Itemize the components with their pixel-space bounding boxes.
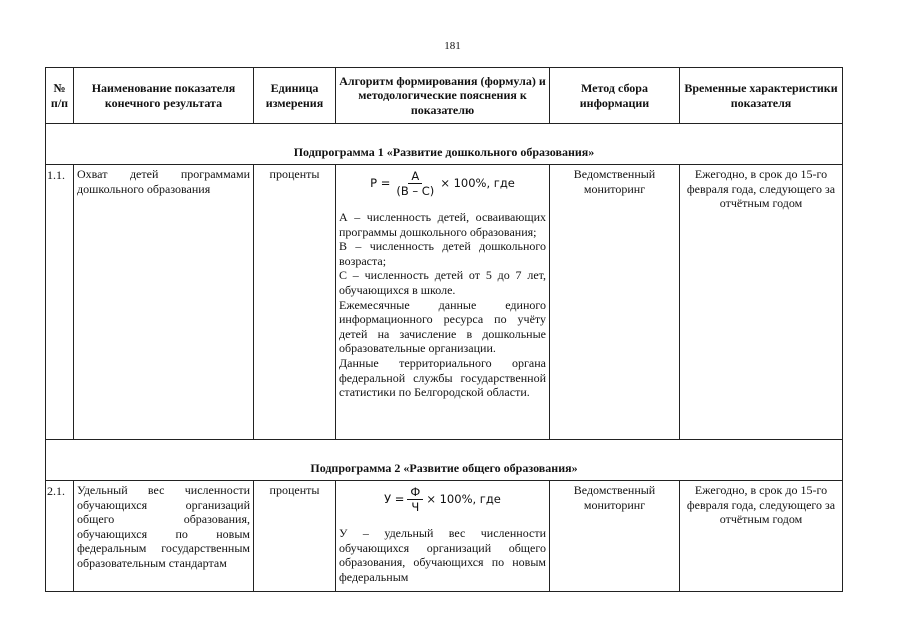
column-header-name: Наименование показателя конечного результата <box>74 68 254 124</box>
methodology-notes <box>339 526 546 584</box>
indicators-table <box>45 67 843 592</box>
column-header-method: Метод сбора информации <box>550 68 680 124</box>
column-header-unit: Единица измерения <box>254 68 336 124</box>
formula-numerator: А <box>408 169 422 184</box>
formula-fraction <box>393 169 437 198</box>
section-row <box>46 124 843 165</box>
section-title: Подпрограмма 2 «Развитие общего образования» <box>46 440 843 481</box>
table-row <box>46 165 843 440</box>
formula-denominator: (В – С) <box>396 184 435 198</box>
indicator-name: Охват детей программами дошкольного образования <box>74 165 254 440</box>
column-header-timing: Временные характеристики показателя <box>680 68 843 124</box>
table-row <box>46 481 843 592</box>
method-cell: Ведомственный мониторинг <box>550 481 680 592</box>
unit-cell: проценты <box>254 481 336 592</box>
algorithm-cell <box>336 165 550 440</box>
section-title: Подпрограмма 1 «Развитие дошкольного образования» <box>46 124 843 165</box>
column-header-algorithm: Алгоритм формирования (формула) и методологические пояснения к показателю <box>336 68 550 124</box>
table-header-row <box>46 68 843 124</box>
note-paragraph: Ежемесячные данные единого информационного ресурса по учёту детей на зачисление в дошкольные образовательные организации. <box>339 297 546 356</box>
formula <box>339 169 546 198</box>
formula-rhs: × 100%, где <box>426 492 501 507</box>
indicator-name: Удельный вес численности обучающихся организаций общего образования, обучающихся по новым федеральным государственным образовательным стандартам <box>74 481 254 592</box>
note-paragraph: Данные территориального органа федеральной службы государственной статистики по Белгородской области. <box>339 355 546 400</box>
algorithm-cell <box>336 481 550 592</box>
unit-cell: проценты <box>254 165 336 440</box>
formula-rhs: × 100%, где <box>440 176 515 191</box>
note-paragraph: А – численность детей, осваивающих программы дошкольного образования; <box>339 210 546 239</box>
note-paragraph: С – численность детей от 5 до 7 лет, обучающихся в школе. <box>339 268 546 297</box>
row-number: 1.1. <box>46 165 74 440</box>
section-row <box>46 440 843 481</box>
column-header-number: № п/п <box>46 68 74 124</box>
timing-cell: Ежегодно, в срок до 15-го февраля года, следующего за отчётным годом <box>680 481 843 592</box>
formula-fraction <box>407 485 423 514</box>
formula <box>339 485 546 514</box>
formula-numerator: Ф <box>407 485 423 500</box>
formula-lhs: У = <box>384 492 405 507</box>
formula-denominator: Ч <box>411 500 420 514</box>
note-paragraph: В – численность детей дошкольного возраста; <box>339 239 546 268</box>
page-number: 181 <box>444 40 461 52</box>
timing-cell: Ежегодно, в срок до 15-го февраля года, следующего за отчётным годом <box>680 165 843 440</box>
method-cell: Ведомственный мониторинг <box>550 165 680 440</box>
methodology-notes <box>339 210 546 400</box>
note-paragraph: У – удельный вес численности обучающихся организаций общего образования, обучающихся по новым федеральным <box>339 526 546 584</box>
row-number: 2.1. <box>46 481 74 592</box>
formula-lhs: Р = <box>370 176 391 191</box>
